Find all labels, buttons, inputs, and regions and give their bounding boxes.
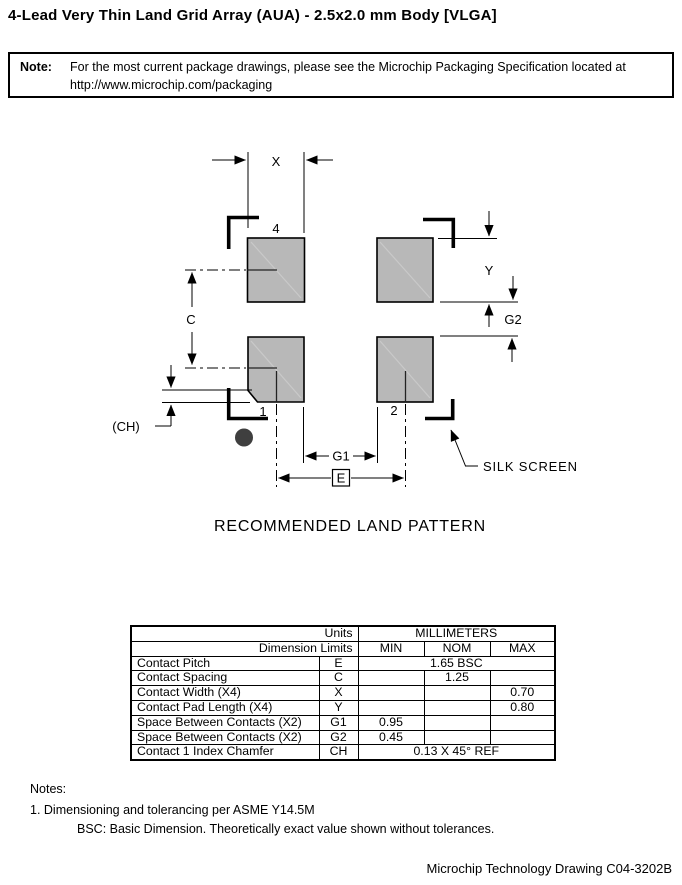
dim-y-g2 <box>438 211 518 362</box>
land-pattern-diagram <box>0 110 682 550</box>
table-cell: X <box>319 686 358 701</box>
table-cell: Units <box>131 626 358 641</box>
table-cell <box>358 671 424 686</box>
table-cell: G2 <box>319 730 358 745</box>
dimension-table-body <box>131 626 555 760</box>
table-row <box>131 626 555 641</box>
table-cell: 1.25 <box>424 671 490 686</box>
note-label: Note: <box>20 60 52 74</box>
table-cell: 1.65 BSC <box>358 656 555 671</box>
pin-label-2: 2 <box>390 403 398 418</box>
silk-screen-label: SILK SCREEN <box>483 459 578 474</box>
table-cell: C <box>319 671 358 686</box>
table-cell <box>424 700 490 715</box>
dim-label-y: Y <box>484 263 494 278</box>
table-cell: E <box>319 656 358 671</box>
table-cell <box>358 686 424 701</box>
table-cell <box>358 700 424 715</box>
table-cell: MAX <box>490 641 555 656</box>
note-box <box>8 52 674 98</box>
pin-label-4: 4 <box>272 221 280 236</box>
pin1-indicator-dot <box>235 429 253 447</box>
table-cell: Contact Pitch <box>131 656 319 671</box>
table-row <box>131 686 555 701</box>
drawing-number-footer: Microchip Technology Drawing C04-3202B <box>426 861 672 876</box>
notes-heading: Notes: <box>30 782 67 796</box>
diagram-caption: RECOMMENDED LAND PATTERN <box>214 518 486 535</box>
table-cell <box>490 730 555 745</box>
dim-label-x: X <box>271 154 281 169</box>
leader-line <box>451 430 466 466</box>
table-cell: NOM <box>424 641 490 656</box>
table-row <box>131 700 555 715</box>
table-cell: G1 <box>319 715 358 730</box>
table-cell: 0.13 X 45° REF <box>358 745 555 760</box>
dim-label-e: E <box>336 470 346 486</box>
table-cell: CH <box>319 745 358 760</box>
table-row <box>131 715 555 730</box>
note-item-1: 1. Dimensioning and tolerancing per ASME Y14.5M <box>30 803 315 817</box>
table-cell: 0.45 <box>358 730 424 745</box>
table-cell: Contact Spacing <box>131 671 319 686</box>
table-cell: MIN <box>358 641 424 656</box>
dim-label-ch: (CH) <box>112 419 140 434</box>
table-cell: 0.70 <box>490 686 555 701</box>
note-text: For the most current package drawings, please see the Microchip Packaging Specification located at <box>70 60 626 74</box>
table-cell: Y <box>319 700 358 715</box>
table-cell: Contact 1 Index Chamfer <box>131 745 319 760</box>
table-cell <box>424 715 490 730</box>
table-cell: Space Between Contacts (X2) <box>131 730 319 745</box>
table-cell: MILLIMETERS <box>358 626 555 641</box>
table-cell <box>424 686 490 701</box>
dim-label-c: C <box>186 312 196 327</box>
table-row <box>131 730 555 745</box>
table-row <box>131 745 555 760</box>
dimension-table <box>130 625 556 761</box>
table-cell: 0.80 <box>490 700 555 715</box>
table-cell: 0.95 <box>358 715 424 730</box>
table-row <box>131 671 555 686</box>
table-cell <box>424 730 490 745</box>
table-cell <box>490 671 555 686</box>
dim-label-g2: G2 <box>504 312 522 327</box>
table-cell: Dimension Limits <box>131 641 358 656</box>
silk-screen-callout <box>451 430 478 466</box>
table-row <box>131 641 555 656</box>
page-title: 4-Lead Very Thin Land Grid Array (AUA) - 2.5x2.0 mm Body [VLGA] <box>8 7 497 24</box>
table-cell: Space Between Contacts (X2) <box>131 715 319 730</box>
note-item-2: BSC: Basic Dimension. Theoretically exact value shown without tolerances. <box>77 822 495 836</box>
pin-label-1: 1 <box>259 404 267 419</box>
note-url: http://www.microchip.com/packaging <box>70 78 273 92</box>
table-cell: Contact Width (X4) <box>131 686 319 701</box>
table-row <box>131 656 555 671</box>
table-cell: Contact Pad Length (X4) <box>131 700 319 715</box>
table-cell <box>490 715 555 730</box>
dim-label-g1: G1 <box>332 448 350 464</box>
